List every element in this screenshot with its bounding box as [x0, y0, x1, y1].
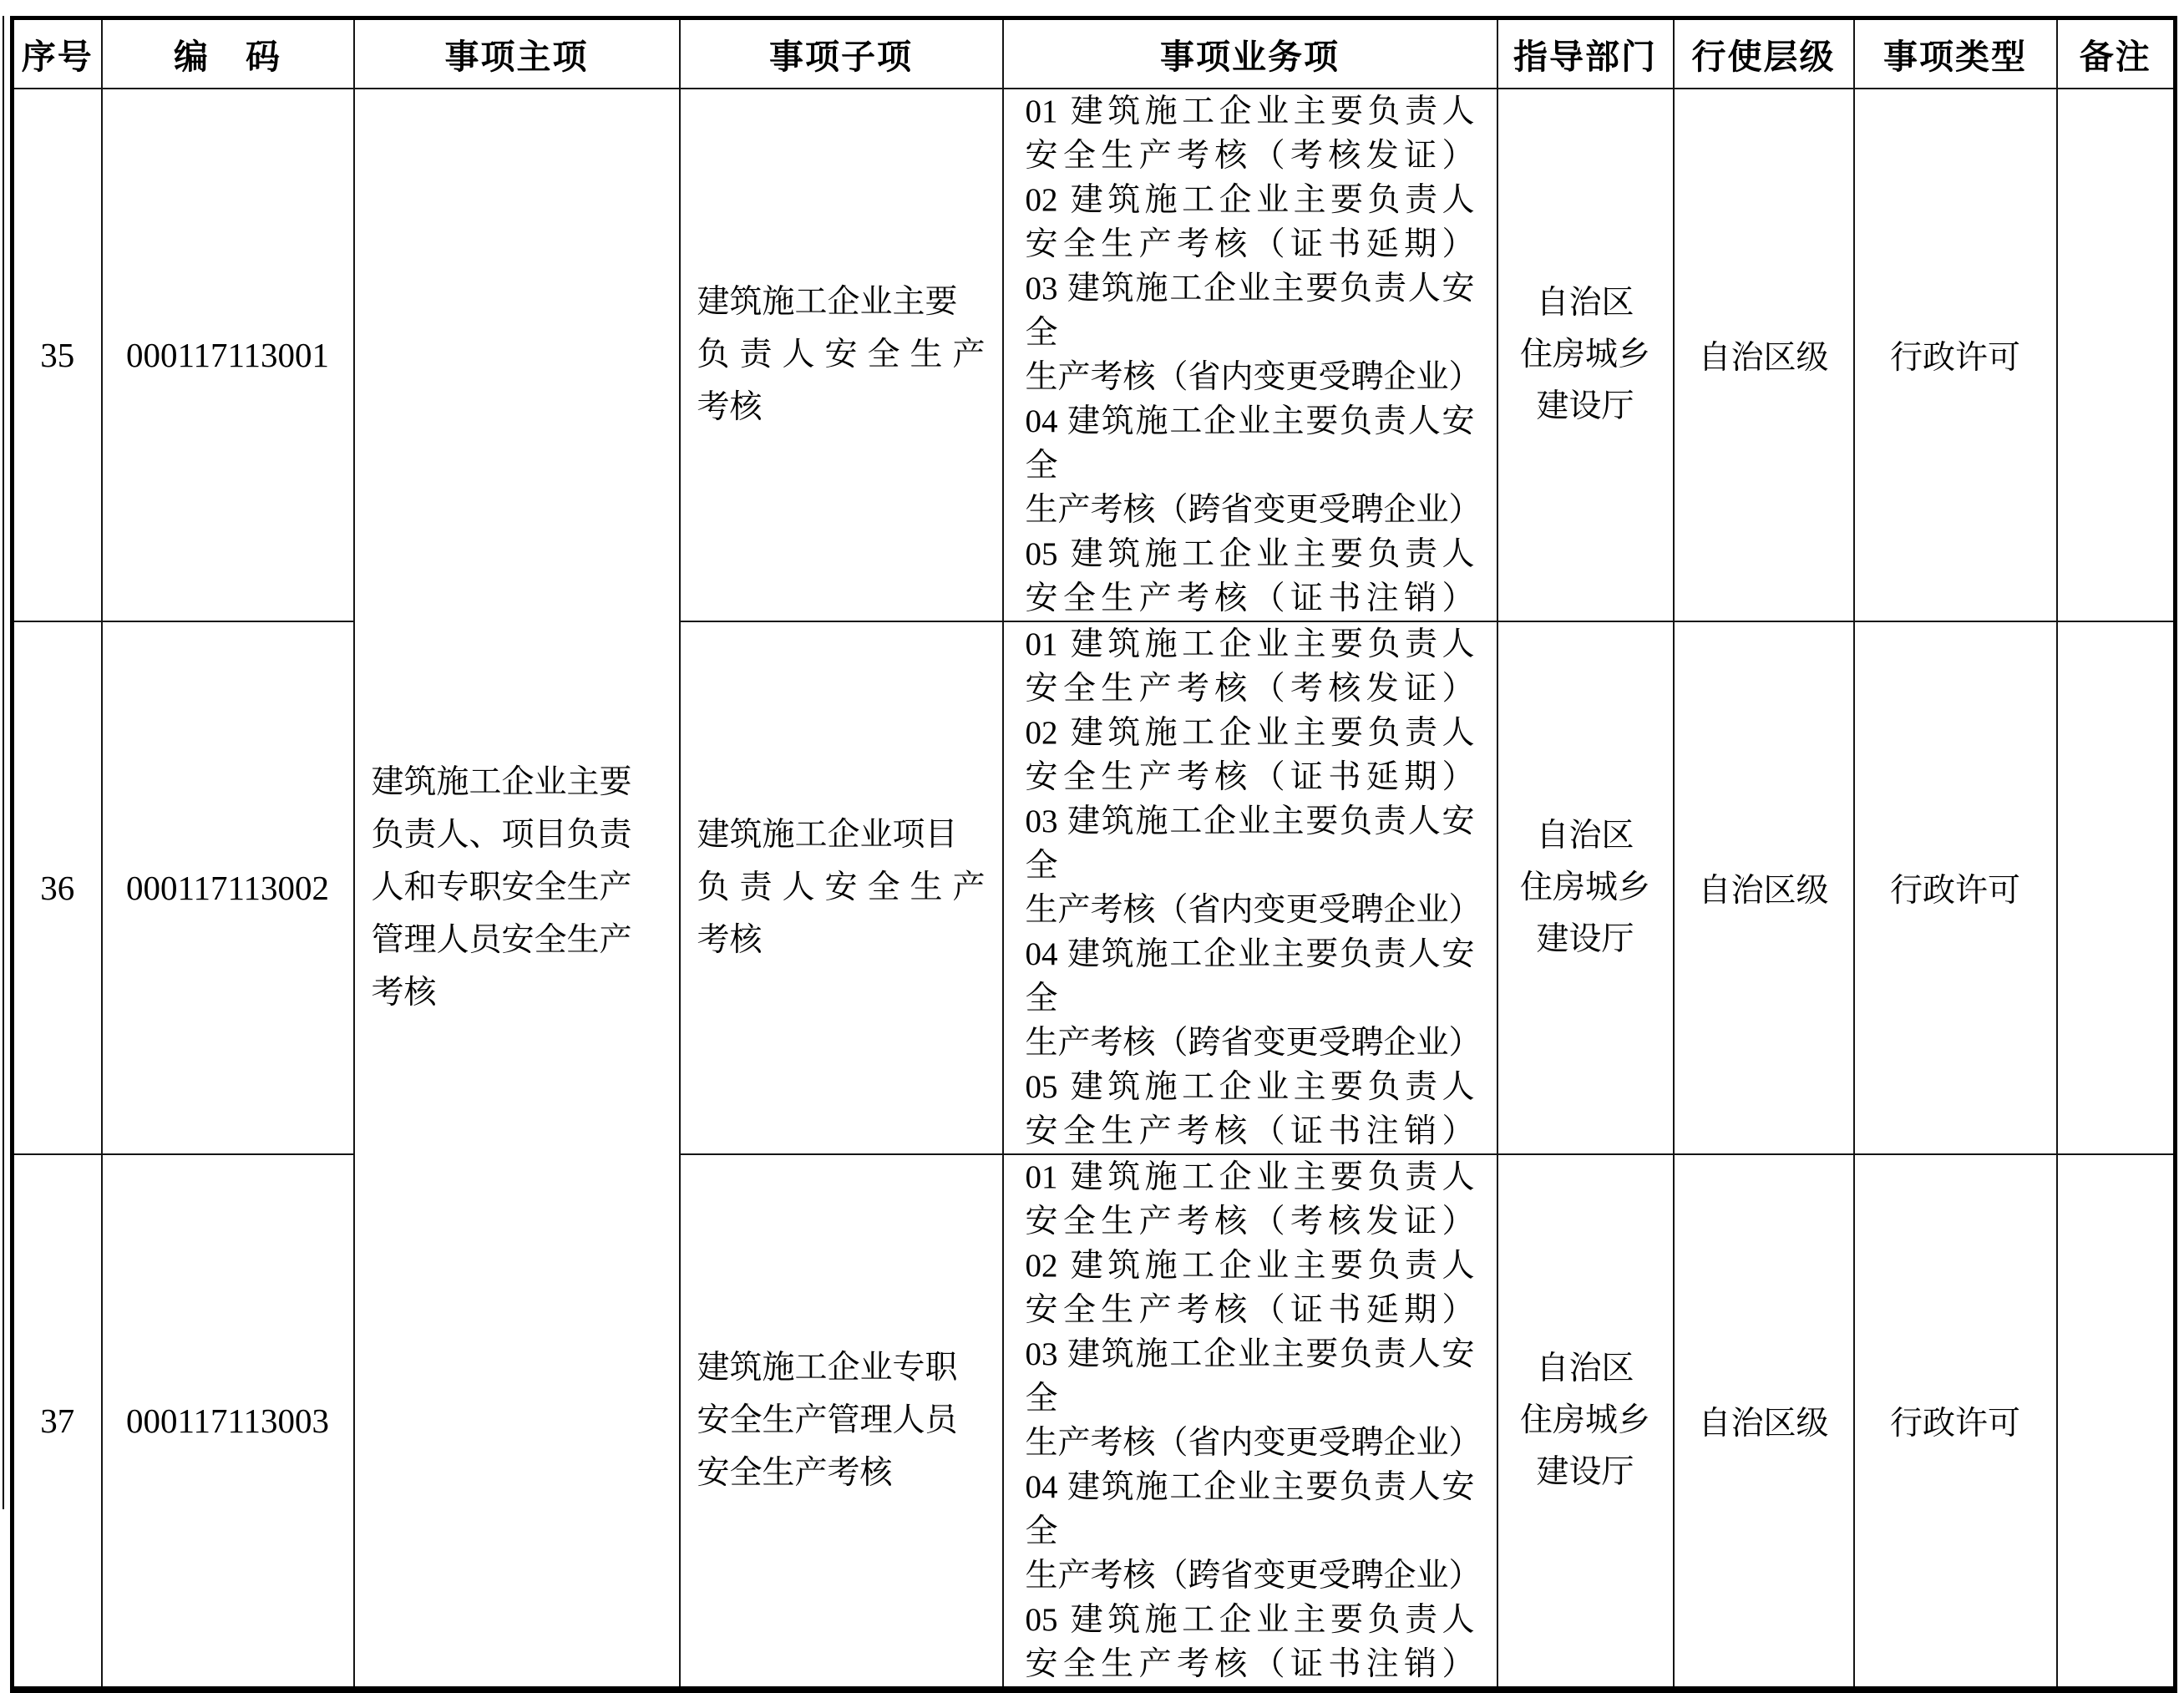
approval-items-table [10, 16, 2177, 1693]
serial-cell: 37 [13, 1154, 102, 1690]
business-items-cell-line: 01 建筑施工企业主要负责人 [1025, 1158, 1475, 1195]
table-header [13, 18, 2176, 89]
business-items-cell-line: 安全生产考核（考核发证） [1025, 137, 1475, 174]
col-header-type: 事项类型 [1854, 18, 2057, 89]
table-body [13, 89, 2176, 1690]
business-items-cell-line: 生产考核（跨省变更受聘企业） [1025, 1024, 1482, 1061]
business-items-cell-line: 01 建筑施工企业主要负责人 [1025, 93, 1475, 129]
business-items-cell-line: 安全生产考核（证书延期） [1025, 758, 1475, 795]
sub-item-cell-line: 建筑施工企业项目 [697, 817, 958, 853]
code-cell: 000117113003 [102, 1154, 354, 1690]
business-items-cell-line: 02 建筑施工企业主要负责人 [1025, 181, 1475, 218]
business-items-cell-line: 安全生产考核（证书注销） [1025, 1645, 1475, 1682]
sub-item-cell [680, 1154, 1003, 1690]
business-items-cell [1003, 621, 1497, 1154]
sub-item-cell-line: 安全生产考核 [697, 1455, 893, 1491]
exercise-level-cell: 自治区级 [1674, 89, 1854, 621]
main-item-cell-line: 管理人员安全生产 [371, 922, 632, 958]
col-header-serial: 序号 [13, 18, 102, 89]
sub-item-cell-line: 负责人安全生产 [697, 337, 986, 373]
code-cell: 000117113002 [102, 621, 354, 1154]
business-items-cell-line: 生产考核（省内变更受聘企业） [1025, 1424, 1482, 1461]
business-items-cell-line: 生产考核（省内变更受聘企业） [1025, 891, 1482, 928]
col-header-remark: 备注 [2057, 18, 2176, 89]
business-items-cell-line: 05 建筑施工企业主要负责人 [1025, 1068, 1475, 1105]
business-items-cell-line: 生产考核（省内变更受聘企业） [1025, 358, 1482, 395]
remark-cell [2057, 1154, 2176, 1690]
main-item-cell-line: 负责人、项目负责 [371, 817, 632, 853]
guide-department-cell-line: 建设厅 [1536, 1453, 1634, 1490]
item-type-cell: 行政许可 [1854, 1154, 2057, 1690]
col-header-sub: 事项子项 [680, 18, 1003, 89]
business-items-cell-line: 生产考核（跨省变更受聘企业） [1025, 491, 1482, 528]
sub-item-cell-line: 考核 [697, 922, 763, 958]
business-items-cell-line: 生产考核（跨省变更受聘企业） [1025, 1557, 1482, 1594]
remark-cell [2057, 89, 2176, 621]
guide-department-cell-line: 建设厅 [1536, 920, 1634, 957]
guide-department-cell [1497, 621, 1674, 1154]
col-header-level: 行使层级 [1674, 18, 1854, 89]
business-items-cell-line: 03 建筑施工企业主要负责人安全 [1025, 1336, 1475, 1417]
business-items-cell [1003, 1154, 1497, 1690]
col-header-code: 编 码 [102, 18, 354, 89]
business-items-cell-line: 安全生产考核（考核发证） [1025, 1203, 1475, 1239]
main-item-cell [354, 89, 680, 1690]
table-row [13, 89, 2176, 621]
guide-department-cell [1497, 89, 1674, 621]
business-items-cell-line: 01 建筑施工企业主要负责人 [1025, 626, 1475, 662]
guide-department-cell [1497, 1154, 1674, 1690]
table-row [13, 621, 2176, 1154]
business-items-cell-line: 03 建筑施工企业主要负责人安全 [1025, 803, 1475, 884]
business-items-cell-line: 安全生产考核（证书延期） [1025, 226, 1475, 262]
main-item-cell-line: 建筑施工企业主要 [371, 764, 632, 800]
business-items-cell-line: 04 建筑施工企业主要负责人安全 [1025, 1468, 1475, 1549]
header-row [13, 18, 2176, 89]
main-item-cell-line: 考核 [371, 975, 437, 1011]
business-items-cell-line: 05 建筑施工企业主要负责人 [1025, 1601, 1475, 1638]
left-margin-rule [3, 16, 4, 1509]
table-row [13, 1154, 2176, 1690]
guide-department-cell-line: 住房城乡 [1519, 336, 1650, 373]
col-header-main: 事项主项 [354, 18, 680, 89]
guide-department-cell-line: 自治区 [1536, 1350, 1634, 1386]
business-items-cell-line: 安全生产考核（考核发证） [1025, 670, 1475, 707]
sub-item-cell-line: 考核 [697, 389, 763, 425]
exercise-level-cell: 自治区级 [1674, 621, 1854, 1154]
sub-item-cell-line: 安全生产管理人员 [697, 1402, 958, 1438]
guide-department-cell-line: 自治区 [1536, 284, 1634, 321]
remark-cell [2057, 621, 2176, 1154]
business-items-cell-line: 02 建筑施工企业主要负责人 [1025, 1247, 1475, 1284]
serial-cell: 36 [13, 621, 102, 1154]
business-items-cell [1003, 89, 1497, 621]
guide-department-cell-line: 住房城乡 [1519, 1402, 1650, 1438]
business-items-cell-line: 04 建筑施工企业主要负责人安全 [1025, 403, 1475, 484]
sub-item-cell [680, 621, 1003, 1154]
business-items-cell-line: 04 建筑施工企业主要负责人安全 [1025, 935, 1475, 1016]
guide-department-cell-line: 住房城乡 [1519, 869, 1650, 905]
item-type-cell: 行政许可 [1854, 89, 2057, 621]
business-items-cell-line: 05 建筑施工企业主要负责人 [1025, 535, 1475, 572]
item-type-cell: 行政许可 [1854, 621, 2057, 1154]
exercise-level-cell: 自治区级 [1674, 1154, 1854, 1690]
business-items-cell-line: 安全生产考核（证书注销） [1025, 580, 1475, 616]
main-item-cell-line: 人和专职安全生产 [371, 869, 632, 905]
sub-item-cell-line: 建筑施工企业专职 [697, 1350, 958, 1386]
sub-item-cell-line: 负责人安全生产 [697, 869, 986, 905]
col-header-business: 事项业务项 [1003, 18, 1497, 89]
guide-department-cell-line: 建设厅 [1536, 388, 1634, 424]
col-header-dept: 指导部门 [1497, 18, 1674, 89]
serial-cell: 35 [13, 89, 102, 621]
business-items-cell-line: 安全生产考核（证书注销） [1025, 1113, 1475, 1149]
business-items-cell-line: 02 建筑施工企业主要负责人 [1025, 714, 1475, 751]
sub-item-cell [680, 89, 1003, 621]
sub-item-cell-line: 建筑施工企业主要 [697, 284, 958, 320]
guide-department-cell-line: 自治区 [1536, 817, 1634, 854]
business-items-cell-line: 03 建筑施工企业主要负责人安全 [1025, 270, 1475, 351]
code-cell: 000117113001 [102, 89, 354, 621]
business-items-cell-line: 安全生产考核（证书延期） [1025, 1291, 1475, 1328]
